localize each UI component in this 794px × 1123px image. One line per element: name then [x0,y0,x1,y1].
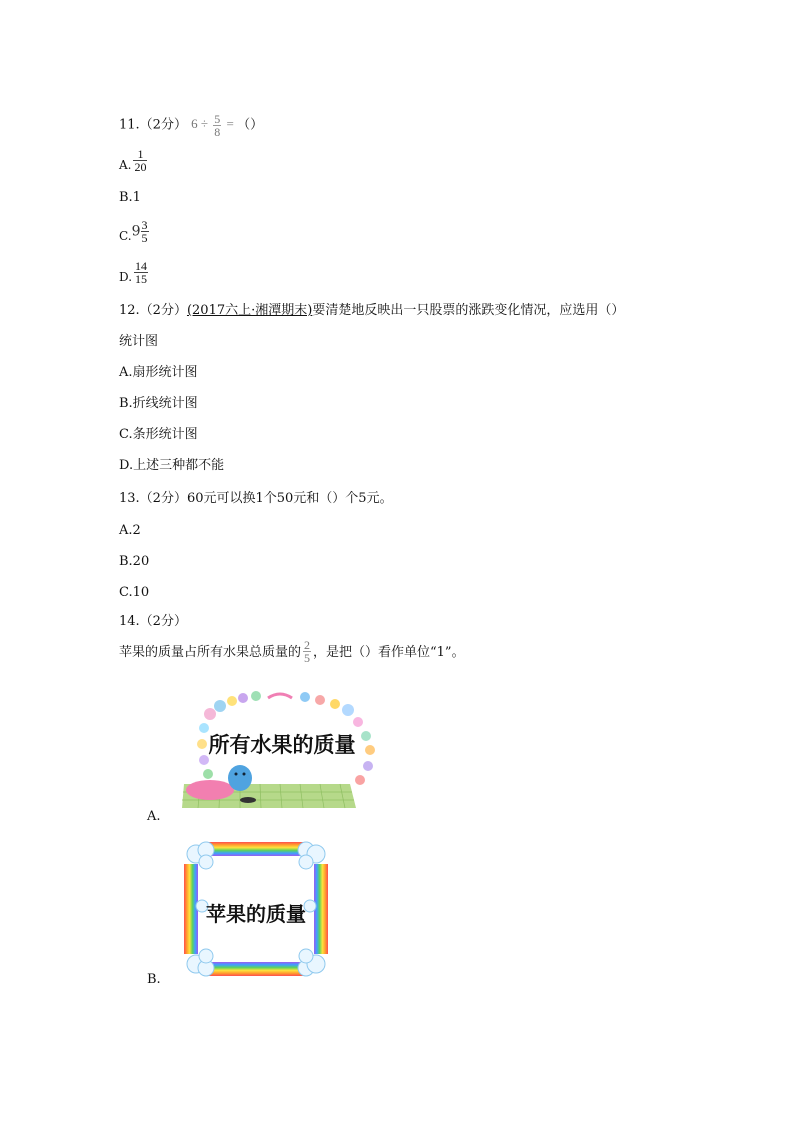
q14-stem: 14.（2分） [119,614,187,629]
q14-option-b-label: B. [147,972,161,987]
q11-c-den: 5 [141,231,148,245]
q11-a-fraction [133,148,147,173]
q14-fraction [303,639,311,664]
q11-c-fraction [141,219,149,244]
q14-frac-num: 2 [304,638,311,652]
q11-expression [191,112,237,139]
q11-option-b[interactable]: B.1 [119,190,141,205]
q11-line [119,113,263,138]
q11-c-whole: 9 [131,223,141,240]
q11-blank: （） [237,117,264,133]
q11-d-label: D. [119,270,133,284]
q11-d-num: 14 [135,259,148,273]
q11-expr-equals: = [226,116,234,132]
q11-option-a[interactable] [119,148,149,173]
q11-expr-left: 6 ÷ [191,116,208,132]
q13-option-b[interactable]: B.20 [119,554,150,569]
q11-option-c[interactable] [119,219,151,244]
q11-d-fraction [134,260,148,285]
q14-option-a-image[interactable] [180,688,382,812]
fruit-frame-illustration [180,688,382,812]
q14-a-image-text: 所有水果的质量 [208,733,356,757]
q12-option-c[interactable]: C.条形统计图 [119,427,198,442]
q13-stem: 13.（2分）60元可以换1个50元和（）个5元。 [119,491,393,506]
q12-option-d[interactable]: D.上述三种都不能 [119,458,225,473]
q14-option-a-label: A. [147,809,161,824]
q14-option-b-image[interactable] [182,838,330,980]
q12-text-cont: 统计图 [119,334,159,349]
q11-a-den: 20 [134,160,147,174]
q11-expr-den: 8 [214,125,221,139]
q12-text: 要清楚地反映出一只股票的涨跌变化情况，应选用（） [312,303,625,318]
q11-expr-num: 5 [214,112,221,126]
q11-d-den: 15 [135,272,148,286]
q14-text [119,638,465,665]
q11-expr-fraction [213,113,221,138]
q13-option-c[interactable]: C.10 [119,585,150,600]
q14-text-a: 苹果的质量占所有水果总质量的 [119,645,302,660]
q12-option-a[interactable]: A.扇形统计图 [119,365,198,380]
q11-a-num: 1 [133,148,147,161]
q12-option-b[interactable]: B.折线统计图 [119,396,198,411]
q14-text-b: ，是把（）看作单位“1”。 [313,645,465,660]
q12-source-link[interactable]: (2017六上·湘潭期末) [186,303,313,318]
q11-c-label: C. [119,229,132,243]
q12-line [119,303,624,319]
q13-option-a[interactable]: A.2 [119,523,141,538]
q11-stem: 11.（2分） [119,117,187,133]
q11-c-num: 3 [141,218,148,232]
q12-stem: 12.（2分） [119,303,187,318]
q14-b-image-text: 苹果的质量 [206,902,306,926]
q11-a-label: A. [119,158,132,172]
q11-option-d[interactable] [119,260,150,285]
q14-frac-den: 5 [304,651,311,665]
rainbow-frame-illustration [182,838,330,980]
